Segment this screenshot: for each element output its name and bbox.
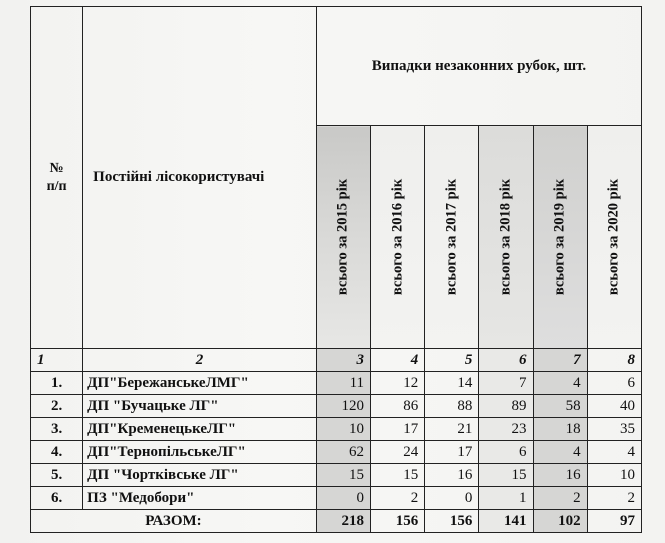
- row-value: 23: [479, 418, 533, 441]
- header-year-2017: всього за 2017 рік: [425, 126, 479, 349]
- row-number: 3.: [31, 418, 83, 441]
- total-value: 156: [425, 510, 479, 533]
- row-value: 89: [479, 395, 533, 418]
- row-value: 21: [425, 418, 479, 441]
- row-forest-user: ДП"БережанськеЛМГ": [83, 372, 317, 395]
- row-value: 2: [533, 487, 587, 510]
- totals-label: РАЗОМ:: [31, 510, 317, 533]
- row-value: 18: [533, 418, 587, 441]
- row-value: 35: [587, 418, 641, 441]
- table-row: [31, 372, 642, 395]
- row-value: 6: [587, 372, 641, 395]
- row-value: 40: [587, 395, 641, 418]
- row-value: 14: [425, 372, 479, 395]
- row-value: 2: [371, 487, 425, 510]
- row-value: 15: [371, 464, 425, 487]
- header-number-line1: №: [49, 160, 64, 176]
- header-number: [31, 7, 83, 349]
- row-value: 2: [587, 487, 641, 510]
- row-number: 4.: [31, 441, 83, 464]
- row-value: 0: [425, 487, 479, 510]
- row-number: 6.: [31, 487, 83, 510]
- index-cell: 5: [425, 349, 479, 372]
- total-value: 141: [479, 510, 533, 533]
- row-value: 58: [533, 395, 587, 418]
- header-number-line2: п/п: [46, 178, 67, 194]
- index-cell: 3: [316, 349, 370, 372]
- row-value: 12: [371, 372, 425, 395]
- header-forest-users: Постійні лісокористувачі: [83, 7, 317, 349]
- row-value: 16: [533, 464, 587, 487]
- index-cell: 2: [83, 349, 317, 372]
- row-number: 1.: [31, 372, 83, 395]
- row-value: 7: [479, 372, 533, 395]
- row-value: 4: [533, 372, 587, 395]
- table-row: [31, 441, 642, 464]
- row-value: 120: [316, 395, 370, 418]
- row-value: 15: [316, 464, 370, 487]
- total-value: 102: [533, 510, 587, 533]
- row-forest-user: ДП"ТернопільськеЛГ": [83, 441, 317, 464]
- table-row: [31, 487, 642, 510]
- header-illegal-logging: Випадки незаконних рубок, шт.: [316, 7, 641, 126]
- row-value: 86: [371, 395, 425, 418]
- row-forest-user: ДП "Чортківське ЛГ": [83, 464, 317, 487]
- total-value: 218: [316, 510, 370, 533]
- row-value: 4: [533, 441, 587, 464]
- index-cell: 6: [479, 349, 533, 372]
- index-cell: 1: [31, 349, 83, 372]
- row-value: 10: [587, 464, 641, 487]
- header-year-2019: всього за 2019 рік: [533, 126, 587, 349]
- row-value: 6: [479, 441, 533, 464]
- row-value: 11: [316, 372, 370, 395]
- row-forest-user: ДП"КременецькеЛГ": [83, 418, 317, 441]
- total-value: 156: [371, 510, 425, 533]
- header-year-2020: всього за 2020 рік: [587, 126, 641, 349]
- header-year-2018: всього за 2018 рік: [479, 126, 533, 349]
- row-value: 17: [371, 418, 425, 441]
- row-forest-user: ДП "Бучацьке ЛГ": [83, 395, 317, 418]
- column-index-row: [31, 349, 642, 372]
- total-value: 97: [587, 510, 641, 533]
- index-cell: 7: [533, 349, 587, 372]
- row-forest-user: ПЗ "Медобори": [83, 487, 317, 510]
- row-value: 4: [587, 441, 641, 464]
- row-value: 17: [425, 441, 479, 464]
- header-year-2016: всього за 2016 рік: [371, 126, 425, 349]
- totals-row: [31, 510, 642, 533]
- table-row: [31, 418, 642, 441]
- table-row: [31, 395, 642, 418]
- row-value: 88: [425, 395, 479, 418]
- row-value: 1: [479, 487, 533, 510]
- row-value: 0: [316, 487, 370, 510]
- illegal-logging-table: [30, 6, 642, 533]
- row-value: 24: [371, 441, 425, 464]
- row-number: 5.: [31, 464, 83, 487]
- row-value: 10: [316, 418, 370, 441]
- index-cell: 8: [587, 349, 641, 372]
- row-value: 62: [316, 441, 370, 464]
- row-number: 2.: [31, 395, 83, 418]
- table-row: [31, 464, 642, 487]
- row-value: 15: [479, 464, 533, 487]
- row-value: 16: [425, 464, 479, 487]
- header-year-2015: всього за 2015 рік: [316, 126, 370, 349]
- index-cell: 4: [371, 349, 425, 372]
